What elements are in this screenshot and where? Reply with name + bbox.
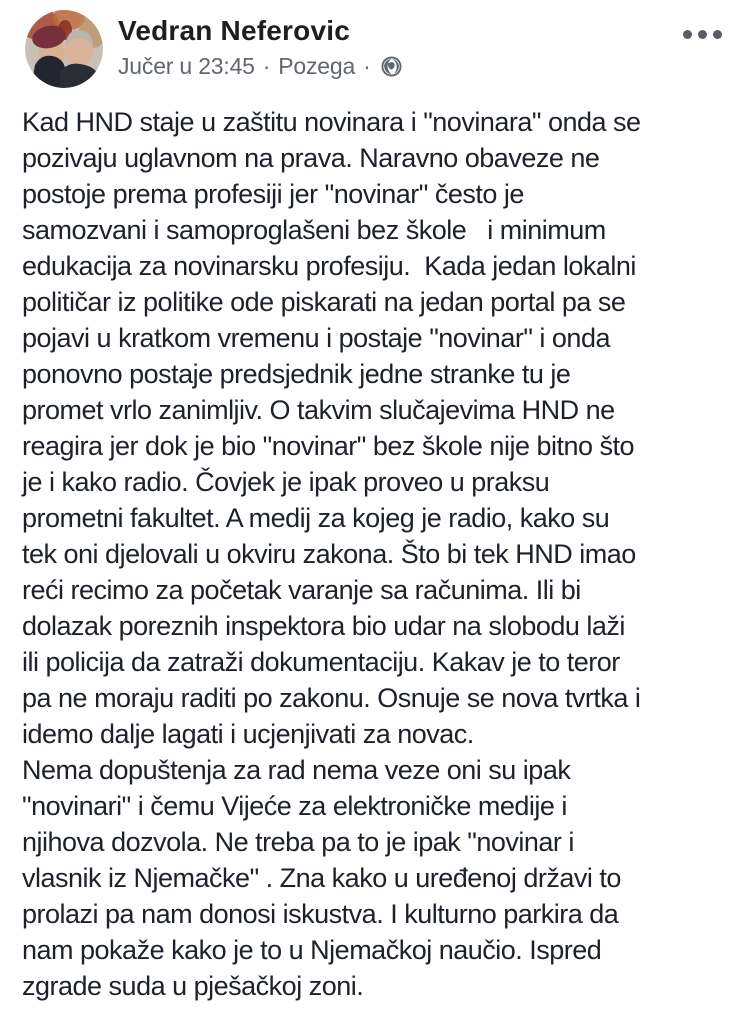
post-text-line: prometni fakultet. A medij za kojeg je radio, kako su <box>22 503 610 533</box>
post-text-line: idemo dalje lagati i ucjenjivati za novac. <box>22 719 474 749</box>
post-text-line: pojavi u kratkom vremenu i postaje "novinar" i onda <box>22 323 610 353</box>
post-header <box>0 0 750 96</box>
post-text-line: pa ne moraju raditi po zakonu. Osnuje se nova tvrtka i <box>22 683 641 713</box>
post-text-line: "novinari" i čemu Vijeće za elektroničke medije i <box>22 791 567 821</box>
post-text-line: reći recimo za početak varanje sa računima. Ili bi <box>22 575 581 605</box>
post-text-line: je i kako radio. Čovjek je ipak proveo u praksu <box>22 467 550 497</box>
post-text-line: tek oni djelovali u okviru zakona. Što bi tek HND imao <box>22 539 636 569</box>
post-text-line: vlasnik iz Njemačke" . Zna kako u uređenoj državi to <box>22 863 621 893</box>
post-text-line: ponovno postaje predsjednik jedne stranke tu je <box>22 359 571 389</box>
post-text <box>0 96 750 1004</box>
ellipsis-icon <box>713 30 722 39</box>
post-text-line: prolazi pa nam donosi iskustva. I kulturno parkira da <box>22 899 619 929</box>
post-text-line: Kad HND staje u zaštitu novinara i "novinara" onda se <box>22 107 641 137</box>
post-text-line: edukacija za novinarsku profesiju. Kada jedan lokalni <box>22 251 636 281</box>
post-text-line: nam pokaže kako je to u Njemačkoj naučio. Ispred <box>22 935 602 965</box>
ellipsis-icon <box>683 30 692 39</box>
post-options-button[interactable] <box>681 24 724 45</box>
post-text-line: Nema dopuštenja za rad nema veze oni su ipak <box>22 755 571 785</box>
meta-separator: · <box>262 53 271 79</box>
globe-public-icon <box>381 56 402 77</box>
timestamp[interactable]: Jučer u 23:45 <box>118 53 255 79</box>
post-text-line: samozvani i samoproglašeni bez škole i minimum <box>22 215 606 245</box>
post-text-line: ili policija da zatraži dokumentaciju. Kakav je to teror <box>22 647 620 677</box>
post-text-line: zgrade suda u pješačkoj zoni. <box>22 971 364 1001</box>
ellipsis-icon <box>698 30 707 39</box>
post-text-line: reagira jer dok je bio "novinar" bez škole nije bitno što <box>22 431 635 461</box>
post-text-line: postoje prema profesiji jer "novinar" često je <box>22 179 524 209</box>
avatar[interactable] <box>25 10 103 88</box>
post-text-line: političar iz politike ode piskarati na jedan portal pa se <box>22 287 626 317</box>
post-text-line: pozivaju uglavnom na prava. Naravno obaveze ne <box>22 143 600 173</box>
header-main <box>118 16 402 80</box>
post-text-line: promet vrlo zanimljiv. O takvim slučajevima HND ne <box>22 395 615 425</box>
author-name[interactable]: Vedran Neferovic <box>118 15 350 46</box>
location-link[interactable]: Pozega <box>278 53 356 79</box>
post-text-line: njihova dozvola. Ne treba pa to je ipak "novinar i <box>22 827 574 857</box>
post-meta <box>118 53 402 80</box>
profile-photo-couple <box>25 10 103 88</box>
meta-separator: · <box>363 53 371 79</box>
post-text-line: dolazak poreznih inspektora bio udar na slobodu laži <box>22 611 625 641</box>
